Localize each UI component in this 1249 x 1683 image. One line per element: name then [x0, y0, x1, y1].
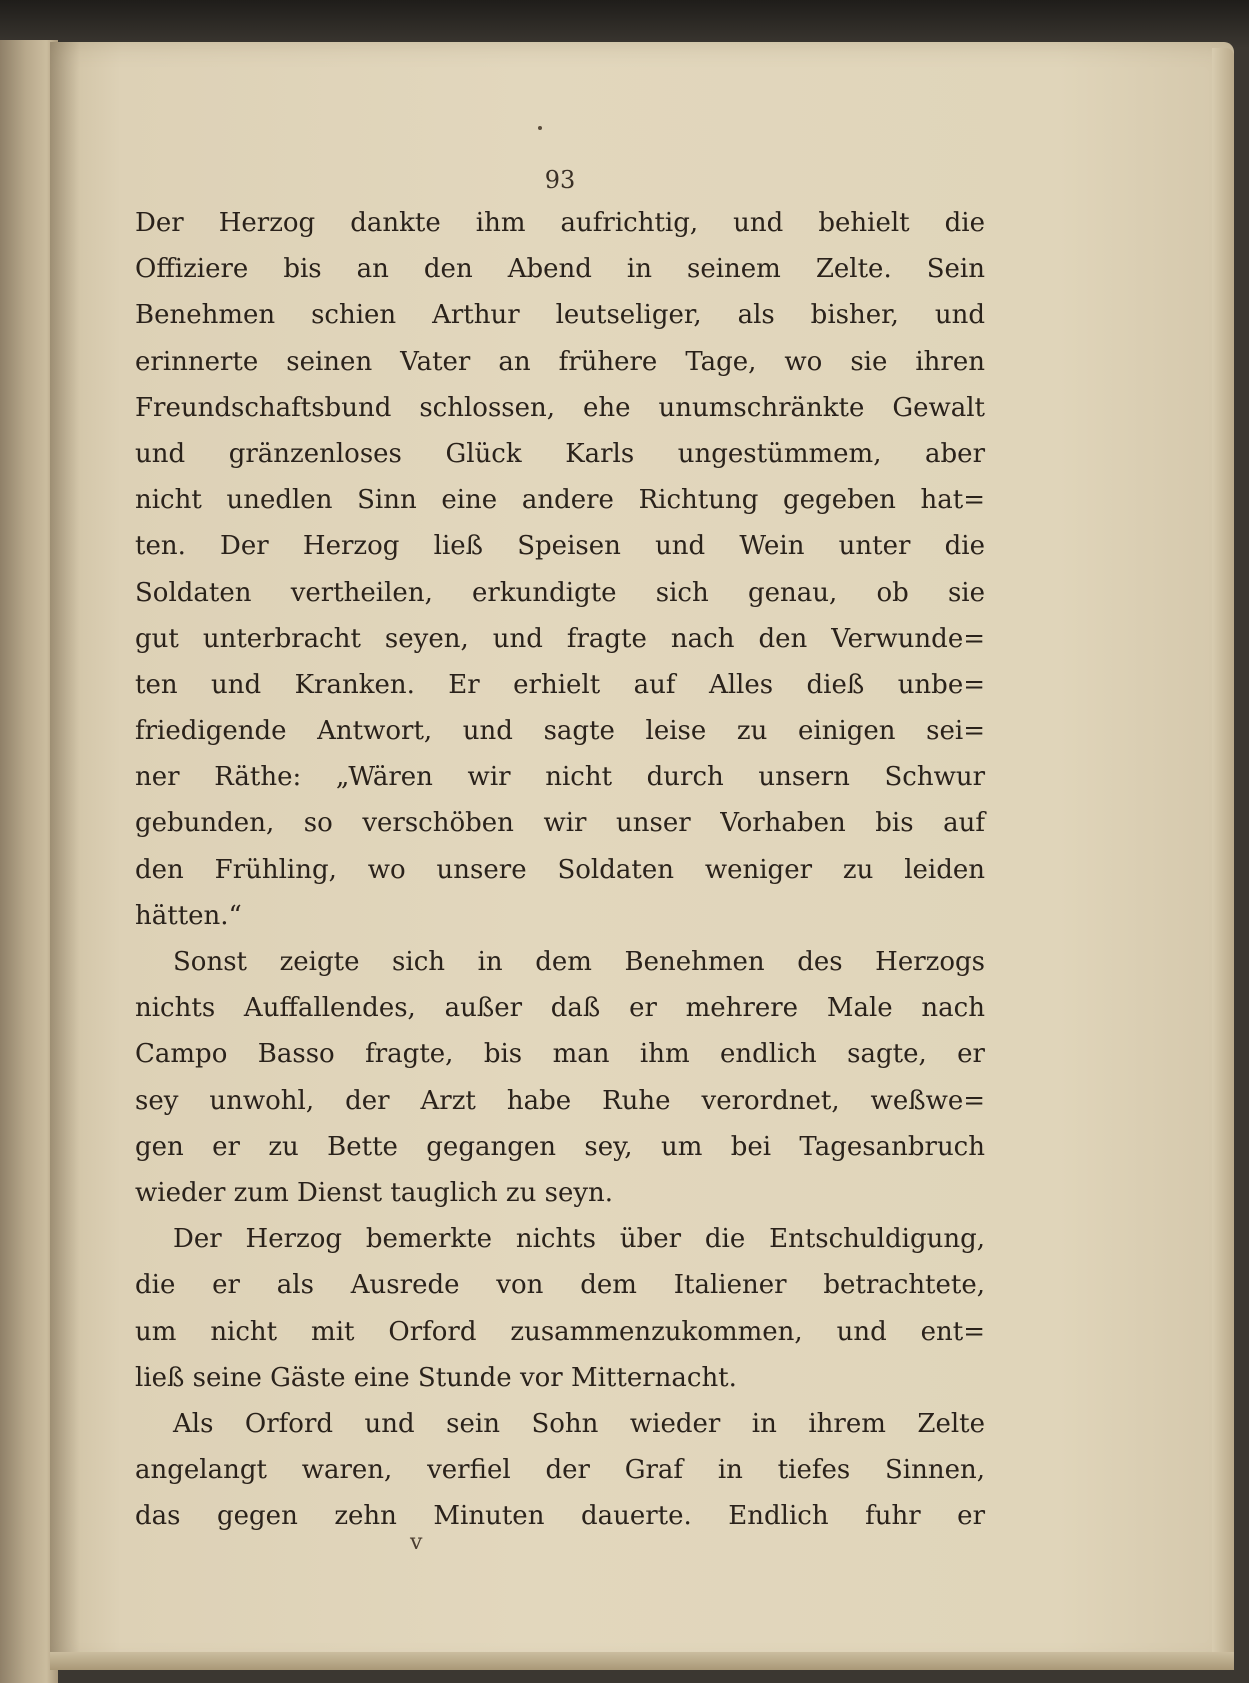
- text-line: erinnerte seinen Vater an frühere Tage, wo sie ihren: [135, 346, 985, 377]
- text-line: nicht unedlen Sinn eine andere Richtung gegeben hat=: [135, 485, 985, 516]
- ink-speck: [538, 126, 542, 130]
- text-line: hätten.“: [135, 900, 242, 931]
- text-line: nichts Auffallendes, außer daß er mehrere Male nach: [135, 993, 985, 1024]
- gutter-shadow: [50, 42, 80, 1668]
- text-line: gen er zu Bette gegangen sey, um bei Tagesanbruch: [135, 1131, 985, 1162]
- text-line: gebunden, so verschöben wir unser Vorhaben bis auf: [135, 808, 985, 839]
- text-line: den Frühling, wo unsere Soldaten weniger zu leiden: [135, 854, 985, 885]
- text-line: Soldaten vertheilen, erkundigte sich genau, ob sie: [135, 577, 985, 608]
- text-line: Freundschaftsbund schlossen, ehe unumschränkte Gewalt: [135, 392, 985, 423]
- text-line: wieder zum Dienst tauglich zu seyn.: [135, 1177, 614, 1208]
- text-line: die er als Ausrede von dem Italiener betrachtete,: [135, 1270, 985, 1301]
- page-bottom-edge: [50, 1652, 1234, 1670]
- text-line: angelangt waren, verfiel der Graf in tiefes Sinnen,: [135, 1455, 985, 1486]
- text-line: friedigende Antwort, und sagte leise zu einigen sei=: [135, 716, 985, 747]
- text-line: ten. Der Herzog ließ Speisen und Wein unter die: [135, 531, 985, 562]
- text-line: Sonst zeigte sich in dem Benehmen des Herzogs: [173, 947, 985, 977]
- text-line: und gränzenloses Glück Karls ungestümmem, aber: [135, 438, 985, 469]
- page-fore-edge: [1212, 48, 1234, 1660]
- text-line: Als Orford und sein Sohn wieder in ihrem Zelte: [173, 1408, 985, 1439]
- scan-background: [0, 0, 1249, 48]
- text-line: ner Räthe: „Wären wir nicht durch unsern Schwur: [135, 762, 985, 793]
- text-line: Der Herzog bemerkte nichts über die Entschuldigung,: [173, 1224, 985, 1255]
- text-line: gut unterbracht seyen, und fragte nach den Verwunde=: [135, 623, 985, 654]
- page-number: 93: [544, 166, 576, 194]
- body-text: [135, 200, 985, 1539]
- footer-signature-mark: v: [410, 1530, 423, 1555]
- text-line: ten und Kranken. Er erhielt auf Alles dieß unbe=: [135, 669, 985, 700]
- text-line: ließ seine Gäste eine Stunde vor Mitternacht.: [135, 1362, 737, 1393]
- text-line: um nicht mit Orford zusammenzukommen, und ent=: [135, 1316, 985, 1347]
- text-line: das gegen zehn Minuten dauerte. Endlich fuhr er: [135, 1501, 985, 1532]
- text-line: Offiziere bis an den Abend in seinem Zelte. Sein: [135, 254, 985, 285]
- text-line: Der Herzog dankte ihm aufrichtig, und behielt die: [135, 208, 985, 238]
- text-line: sey unwohl, der Arzt habe Ruhe verordnet, weßwe=: [135, 1085, 985, 1116]
- text-line: Campo Basso fragte, bis man ihm endlich sagte, er: [135, 1039, 985, 1070]
- text-line: Benehmen schien Arthur leutseliger, als bisher, und: [135, 300, 985, 331]
